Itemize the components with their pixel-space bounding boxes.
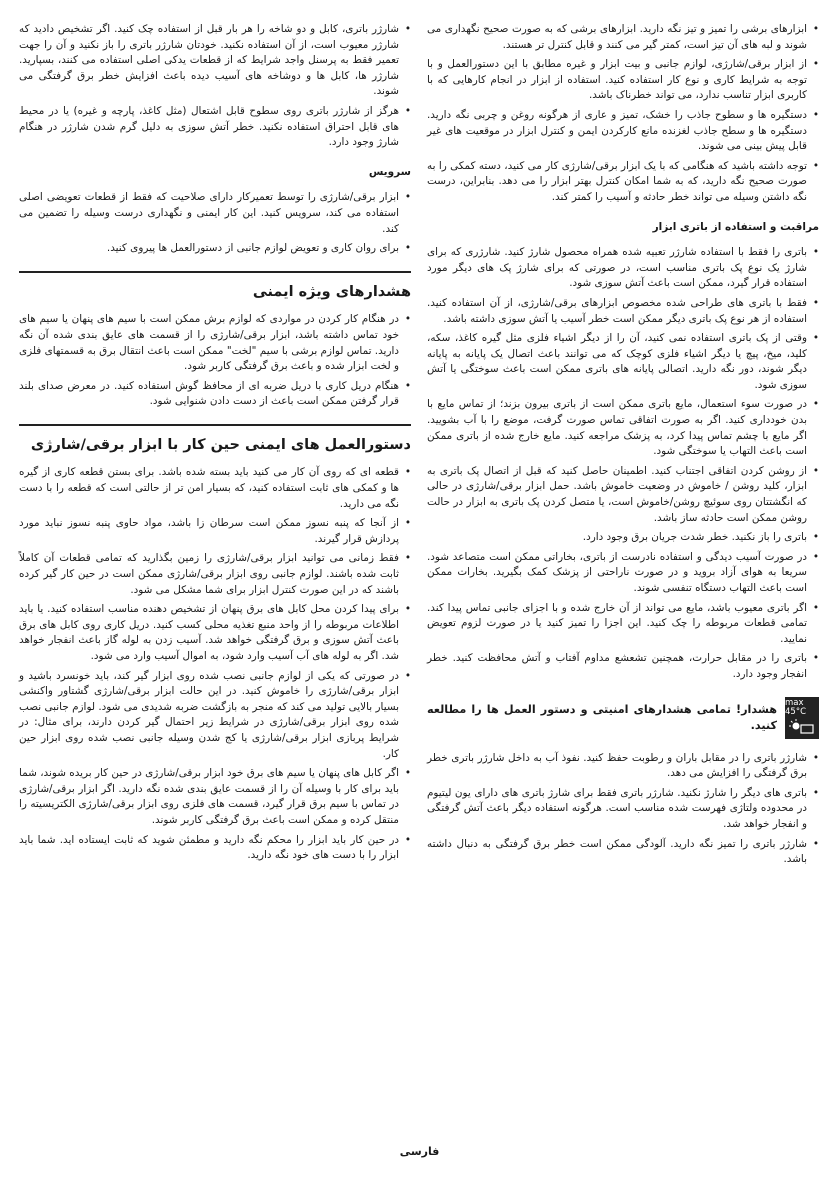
special-warnings-title: هشدارهای ویژه ایمنی <box>252 283 411 300</box>
list-item: • از ابزار برقی/شارژی، لوازم جانبی و بیت ابزار و غیره مطابق با این دستورالعمل و با توجه به شرایط کاری و نوع کار استفاده کنید. استفاده از ابزار در انجام کارهایی که با کاربری ابزار تناسب ندارد، می تواند خطرناک باشد. <box>427 57 819 104</box>
service-list <box>19 190 411 256</box>
list-item: • ابزارهای برشی را تمیز و تیز نگه دارید. ابزارهای برشی که به صورت صحیح نگهداری می شوند و لبه های آن تیز است، کمتر گیر می کنند و قابل کنترل تر هستند. <box>427 22 819 53</box>
list-item: • دستگیره ها و سطوح جاذب را خشک، تمیز و عاری از هرگونه روغن و چربی نگه دارید. دستگیره ها و سطح جاذب لغزنده مانع کارکردن ایمن و کنترل ابزار در موقعیت های غیر قابل پیش بینی می شوند. <box>427 108 819 155</box>
warning-box <box>427 697 819 739</box>
list-item: • شارژر باتری را تمیز نگه دارید. آلودگی ممکن است خطر برق گرفتگی به دنبال داشته باشد. <box>427 837 819 868</box>
warning-text: هشدار! تمامی هشدارهای امنیتی و دستور العمل ها را مطالعه کنید. <box>427 702 777 732</box>
list-item: • توجه داشته باشید که هنگامی که با یک ابزار برقی/شارژی کار می کنید، دسته کمکی را به صورت صحیح نگه دارید، که به شما امکان کنترل بهتر ابزار را می دهد. بنابراین، درست نگه داشتن وسیله می تواند خطر حادثه و آسیب را کمتر کند. <box>427 159 819 206</box>
charger-list <box>427 751 819 868</box>
list-item: • ابزار برقی/شارژی را توسط تعمیرکار دارای صلاحیت که فقط از قطعات تعویضی اصلی استفاده می کند، سرویس کنید. این کار ایمنی و نگهداری درست وسیله را تضمین می کند. <box>19 190 411 237</box>
left-top-list <box>19 22 411 151</box>
section-divider <box>19 271 411 273</box>
section-divider <box>19 424 411 426</box>
sun-battery-icon <box>789 719 815 735</box>
list-item: • برای روان کاری و تعویض لوازم جانبی از دستورالعمل ها پیروی کنید. <box>19 241 411 257</box>
list-item: • در صورت آسیب دیدگی و استفاده نادرست از باتری، بخاراتی ممکن است متصاعد شود. سریعا به هوای آزاد بروید و در صورت ناراحتی از پزشک کمک بگیرید. بخارات ممکن است باعث التهاب دستگاه تنفسی شوند. <box>427 550 819 597</box>
special-warnings-list <box>19 312 411 410</box>
list-item: • شارژر باتری، کابل و دو شاخه را هر بار قبل از استفاده چک کنید. اگر تشخیص دادید که شارژر معیوب است، از آن استفاده نکنید. خودتان شارژر باتری را باز نکنید و آن را جهت تعمیر فقط به پرسنل واجد شرایط که از قطعات یدکی اصلی استفاده می کنند، بسپارید. شارژر ها، کابل ها و دوشاخه های آسیب دیده باعث افزایش خطر برق گرفتگی می شوند. <box>19 22 411 100</box>
safety-instructions-list <box>19 465 411 863</box>
list-item: • در صورتی که یکی از لوازم جانبی نصب شده روی ابزار گیر کند، باید خونسرد باشید و ابزار برقی/شارژی را خاموش کنید. در این حالت ابزار برقی/شارژی گشتاور واکنشی بسیار بالایی تولید می کند که منجر به بازگشت ضربه شدیدی می شود. لوازم جانبی نصب شده روی ابزار برقی/شارژی در شرایط زیر احتمال گیر کردن دارند، برای مثال: در شرایط پربازی ابزار برقی/شارژی یا کج شدن وسیله جانبی نصب شده روی ابزار حین کار. <box>19 669 411 763</box>
battery-care-heading: مراقبت و استفاده از باتری ابزار <box>652 220 819 233</box>
page-footer-language: فارسی <box>399 1145 440 1158</box>
list-item: • اگر کابل های پنهان یا سیم های برق خود ابزار برقی/شارژی در حین کار بریده شوند، شما باید برای کار با وسیله آن را از قسمت عایق بندی شده نگه دارید. اگر ابزار برقی/شارژی در تماس با سیم برق قرار گیرد، قسمت های فلزی روی ابزار برقی/شارژی الکتریسیته را منتقل کرده و ممکن است باعث برق گرفتگی کاربر شوند. <box>19 766 411 828</box>
list-item: • باتری را باز نکنید. خطر شدت جریان برق وجود دارد. <box>427 530 819 546</box>
list-item: • اگر باتری معیوب باشد، مایع می تواند از آن خارج شده و با اجزای جانبی تماس پیدا کند. تمامی قطعات مربوطه را چک کنید. این اجزا را تمیز کنید یا در صورت لزوم تعویض نمایید. <box>427 601 819 648</box>
list-item: • شارژر باتری را در مقابل باران و رطوبت حفظ کنید. نفوذ آب به داخل شارژر باتری خطر برق گرفتگی را افزایش می دهد. <box>427 751 819 782</box>
max-temperature-label: max 45°C <box>785 697 807 717</box>
list-item: • باتری را در مقابل حرارت، همچنین تشعشع مداوم آفتاب و آتش محافظت کنید. خطر انفجار وجود دارد. <box>427 651 819 682</box>
list-item: • هنگام دریل کاری با دریل ضربه ای از محافظ گوش استفاده کنید. در معرض صدای بلند قرار گرفتن ممکن است باعث از دست دادن شنوایی شود. <box>19 379 411 410</box>
battery-care-list <box>427 245 819 682</box>
list-item: • در صورت سوء استعمال، مایع باتری ممکن است از باتری بیرون بزند؛ از تماس مایع با بدن خودداری کنید. اگر به صورت اتفاقی تماس صورت گرفت، موضع را با آب بشویید. اگر مایع با چشم تماس پیدا کرد، به پزشک مراجعه کنید. مایع خارج شده از باتری ممکن است باعث التهاب یا سوختگی شود. <box>427 397 819 459</box>
list-item: • هرگز از شارژر باتری روی سطوح قابل اشتعال (مثل کاغذ، پارچه و غیره) یا در محیط های قابل احتراق استفاده نکنید. خطر آتش سوزی به دلیل گرم شدن شارژر در هنگام شارژ وجود دارد. <box>19 104 411 151</box>
list-item: • از روشن کردن اتفاقی اجتناب کنید. اطمینان حاصل کنید که قبل از اتصال پک باتری به ابزار، کلید روشن / خاموش در وضعیت خاموش باشد. حمل ابزار برقی/شارژی در حالی که انگشتتان روی سوئیچ روشن/خاموش است، یا متصل کردن پک باتری به ابزار در حالت روشن ممکن است حادثه ساز باشد. <box>427 464 819 526</box>
max-temperature-icon <box>785 697 819 739</box>
list-item: • وقتی از پک باتری استفاده نمی کنید، آن را از دیگر اشیاء فلزی مثل گیره کاغذ، سکه، کلید، میخ، پیچ یا دیگر اشیاء فلزی کوچک که می توانند باعث اتصال یک پایانه به پایانه دیگر شوند، دور نگه دارید. اتصالی پایانه های باتری ممکن است باعث سوختگی یا آتش سوزی شود. <box>427 331 819 393</box>
left-column <box>19 22 411 868</box>
list-item: • از آنجا که پنبه نسوز ممکن است سرطان زا باشد، مواد حاوی پنبه نسوز نباید مورد پردازش قرار گیرند. <box>19 516 411 547</box>
service-heading: سرویس <box>368 165 411 178</box>
safety-instructions-title: دستورالعمل های ایمنی حین کار با ابزار برقی/شارژی <box>30 436 411 453</box>
list-item: • باتری های دیگر را شارژ نکنید. شارژر باتری فقط برای شارژ باتری های دارای یون لیتیوم در محدوده ولتاژی فهرست شده مناسب است. هرگونه استفاده دیگر باعث آتش گرفتگی و انفجار خواهد شد. <box>427 786 819 833</box>
right-top-list <box>427 22 819 206</box>
list-item: • برای پیدا کردن محل کابل های برق پنهان از تشخیص دهنده مناسب استفاده کنید. یا باید اطلاعات مربوطه را از واحد منبع تغذیه محلی کسب کنید. دریل کاری روی کابل های برق باعث آتش سوزی و برق گرفتگی خواهد شد. آسیب زدن به لوله گاز باعث انفجار خواهد شد. اگر به لوله های آب آسیب وارد شود، به اموال آسیب وارد می شود. <box>19 602 411 664</box>
right-column <box>427 22 819 872</box>
list-item: • باتری را فقط با استفاده شارژر تعبیه شده همراه محصول شارژ کنید. شارژری که برای شارژ یک نوع پک باتری مناسب است، در صورتی که برای شارژ پک های دیگر مورد استفاده قرار گیرد، ممکن است باعث آتش سوزی شود. <box>427 245 819 292</box>
list-item: • فقط با باتری های طراحی شده مخصوص ابزارهای برقی/شارژی، از آن استفاده کنید. استفاده از هر نوع پک باتری دیگر ممکن است خطر آسیب یا آتش سوزی داشته باشد. <box>427 296 819 327</box>
list-item: • در هنگام کار کردن در مواردی که لوازم برش ممکن است با سیم های پنهان یا سیم های خود تماس داشته باشد، ابزار برقی/شارژی را از قسمت های عایق بندی شده آن نگه دارید. تماس لوازم برشی با سیم "لخت" ممکن است باعث انتقال برق به قسمتهای فلزی و لخت ابزار شده و باعث برق گرفتگی کاربر شود. <box>19 312 411 374</box>
list-item: • قطعه ای که روی آن کار می کنید باید بسته شده باشد. برای بستن قطعه کاری از گیره ها و کمکی های ثابت استفاده کنید، که بسیار امن تر از حالتی است که قطعه را با دست نگه می دارید. <box>19 465 411 512</box>
list-item: • فقط زمانی می توانید ابزار برقی/شارژی را زمین بگذارید که تمامی قطعات آن کاملاً ثابت شده باشند. لوازم جانبی روی ابزار برقی/شارژی ممکن است در حین کار گیر کرده باشند که در این صورت کنترل ابزار برای شما مشکل می شود. <box>19 551 411 598</box>
list-item: • در حین کار باید ابزار را محکم نگه دارید و مطمئن شوید که ثابت ایستاده اید. شما باید ابزار را با دست های خود نگه دارید. <box>19 833 411 864</box>
